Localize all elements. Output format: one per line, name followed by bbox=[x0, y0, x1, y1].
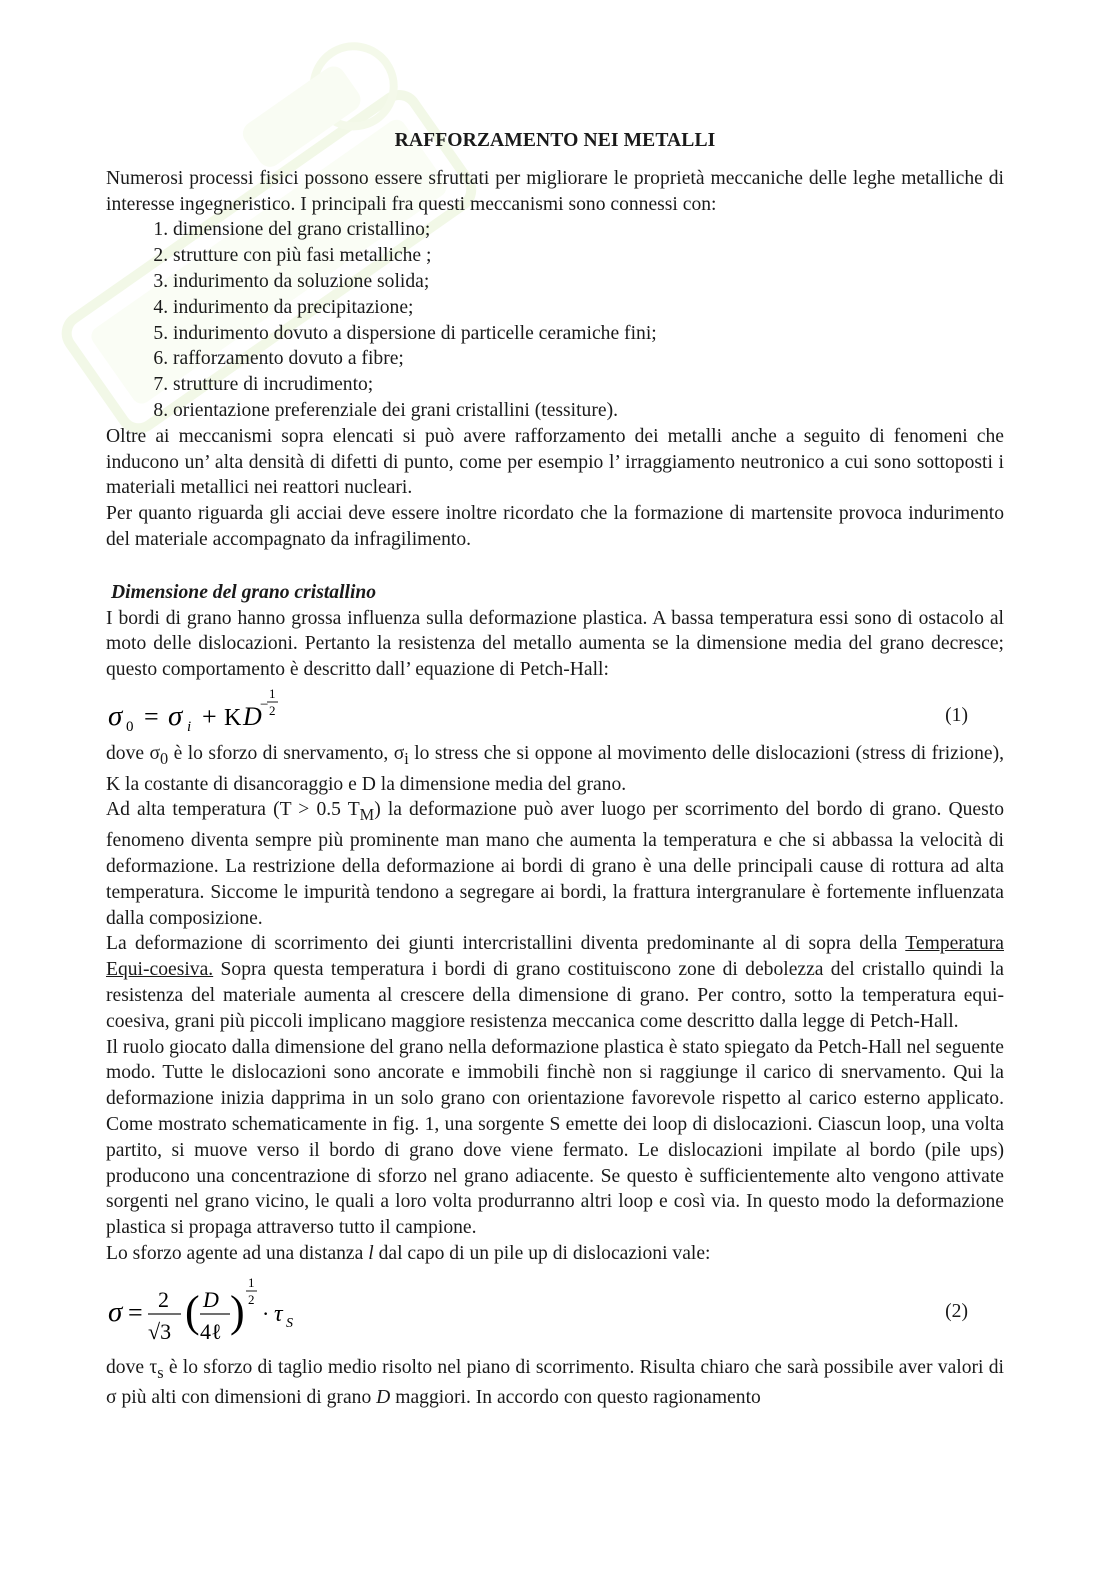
intro-paragraph: Numerosi processi fisici possono essere sfruttati per migliorare le proprietà meccaniche delle leghe metalliche di interesse ingegneristico. I principali fra questi meccanismi sono connessi con: bbox=[106, 167, 1004, 215]
list-item: 7. strutture di incrudimento; bbox=[173, 372, 1004, 398]
list-item: 6. rafforzamento dovuto a fibre; bbox=[173, 346, 1004, 372]
list-item: 4. indurimento da precipitazione; bbox=[173, 295, 1004, 321]
document-page bbox=[106, 128, 1004, 1411]
paragraph-pile-up-mechanism: Il ruolo giocato dalla dimensione del grano nella deformazione plastica è stato spiegato da Petch-Hall nel seguente modo. Tutte le dislocazioni sono ancorate e immobili finchè non si raggiunge il carico di snervamento. Qui la deformazione inizia dapprima in un solo grano con orientazione favorevole rispetto al carico esterno applicato. Come mostrato schematicamente in fig. 1, una sorgente S emette dei loop di dislocazioni. Ciascun loop, una volta partito, si muove verso il bordo di grano dove viene fermato. Le dislocazioni impilate al bordo (pile ups) producono una concentrazione di sforzo nel grano adiacente. Se questo è sufficientemente alto vengono attivate sorgenti nel grano vicino, le quali a loro volta produrranno altri loop e così via. In questo modo la deformazione plastica si propaga attraverso tutto il campione. bbox=[106, 1036, 1004, 1239]
eq1-D: D bbox=[243, 701, 262, 731]
equation-2-formula bbox=[106, 1273, 426, 1353]
eq2-sigma: σ bbox=[108, 1295, 123, 1328]
eq1-plus: + bbox=[202, 701, 217, 731]
list-item: 1. dimensione del grano cristallino; bbox=[173, 217, 1004, 243]
equation-pile-up-stress bbox=[106, 1273, 1004, 1353]
eq1-sigma-i: σ bbox=[168, 699, 183, 732]
list-item: 5. indurimento dovuto a dispersione di particelle ceramiche fini; bbox=[173, 321, 1004, 347]
paragraph-equicohesive: La deformazione di scorrimento dei giunti intercristallini diventa predominante al di sopra della Temperatura Equi-coesiva. Sopra questa temperatura i bordi di grano costituiscono zone di debolezza del cristallo quindi la resistenza del materiale aumenta al crescere della dimensione di grano. Per contro, sotto la temperatura equi-coesiva, grani più piccoli implicano maggiore resistenza meccanica come descritto dalla legge di Petch-Hall. bbox=[106, 933, 1004, 1032]
eq1-equals: = bbox=[144, 701, 159, 731]
eq2-sqrt3: √3 bbox=[148, 1318, 172, 1344]
paragraph-shear-stress: dove $\tau_s$ è lo sforzo di taglio medio risolto nel piano di scorrimento. Risulta chiaro che sarà possibile aver valori di σ più alti con dimensioni di grano D maggiori. In accordo con questo ragionamento bbox=[106, 1356, 1004, 1409]
eq2-equals: = bbox=[128, 1297, 143, 1327]
equation-petch-hall bbox=[106, 685, 1004, 741]
document-title: RAFFORZAMENTO NEI METALLI bbox=[394, 130, 716, 151]
list-item: 2. strutture con più fasi metalliche ; bbox=[173, 243, 1004, 269]
eq2-exp-numerator: 1 bbox=[248, 1274, 255, 1290]
eq2-numerator: 2 bbox=[158, 1286, 169, 1312]
section-heading: Dimensione del grano cristallino bbox=[111, 581, 377, 603]
paragraph-point-defects: Oltre ai meccanismi sopra elencati si può avere rafforzamento dei metalli anche a seguito di fenomeni che inducono un’ alta densità di difetti di punto, come per esempio l’ irraggiamento neutronico a cui sono sottoposti i materiali metallici nei reattori nucleari. bbox=[106, 425, 1004, 499]
eq2-tau: τ bbox=[274, 1300, 283, 1327]
eq2-D: D bbox=[203, 1286, 219, 1312]
eq2-left-paren: ( bbox=[185, 1286, 200, 1336]
paragraph-petch-hall-terms: dove $\sigma_0$ è lo sforzo di snervamento, $\sigma_i$ lo stress che si oppone al movimento delle dislocazioni (stress di frizione), K la costante di disancoraggio e D la dimensione media del grano. bbox=[106, 742, 1004, 795]
paragraph-stress-distance: Lo sforzo agente ad una distanza l dal capo di un pile up di dislocazioni vale: bbox=[106, 1242, 711, 1264]
eq1-K: K bbox=[224, 704, 242, 731]
mechanisms-list bbox=[106, 217, 1004, 423]
eq2-sub-S: S bbox=[286, 1315, 293, 1331]
eq1-sigma: σ bbox=[108, 699, 123, 732]
eq2-exp-denominator: 2 bbox=[248, 1291, 255, 1307]
eq2-dot: · bbox=[262, 1300, 270, 1326]
eq1-exp-denominator: 2 bbox=[269, 702, 276, 718]
equation-1-formula bbox=[106, 685, 406, 741]
paragraph-high-temperature: Ad alta temperatura (T > 0.5 $T_M$) la deformazione può aver luogo per scorrimento del bordo di grano. Questo fenomeno diventa sempre più prominente man mano che aumenta la temperatura e che si abbassa la velocità di deformazione. La restrizione della deformazione ai bordi di grano è una delle principali cause di rottura ad alta temperatura. Siccome le impurità tendono a segregare ai bordi, la frattura intergranulare è fortemente influenzata dalla composizione. bbox=[106, 799, 1004, 929]
eq1-sub-0: 0 bbox=[126, 718, 134, 735]
paragraph-steels: Per quanto riguarda gli acciai deve essere inoltre ricordato che la formazione di martensite provoca indurimento del materiale accompagnato da infragilimento. bbox=[106, 503, 1004, 550]
eq1-sub-i: i bbox=[187, 718, 192, 735]
equation-number: (2) bbox=[945, 1300, 968, 1322]
equation-number: (1) bbox=[945, 704, 968, 726]
paragraph-grain-boundaries: I bordi di grano hanno grossa influenza sulla deformazione plastica. A bassa temperatura essi sono di ostacolo al moto delle dislocazioni. Pertanto la resistenza del metallo aumenta se la dimensione media del grano decresce; questo comportamento è descritto dall’ equazione di Petch-Hall: bbox=[106, 607, 1004, 681]
eq1-minus: − bbox=[260, 696, 269, 713]
equicohesive-term: Temperatura Equi-coesiva. bbox=[106, 933, 1004, 981]
eq2-right-paren: ) bbox=[230, 1286, 245, 1336]
list-item: 3. indurimento da soluzione solida; bbox=[173, 269, 1004, 295]
eq1-exp-numerator: 1 bbox=[269, 685, 276, 701]
eq2-four-l: 4ℓ bbox=[200, 1318, 222, 1344]
list-item: 8. orientazione preferenziale dei grani cristallini (tessiture). bbox=[173, 398, 1004, 424]
